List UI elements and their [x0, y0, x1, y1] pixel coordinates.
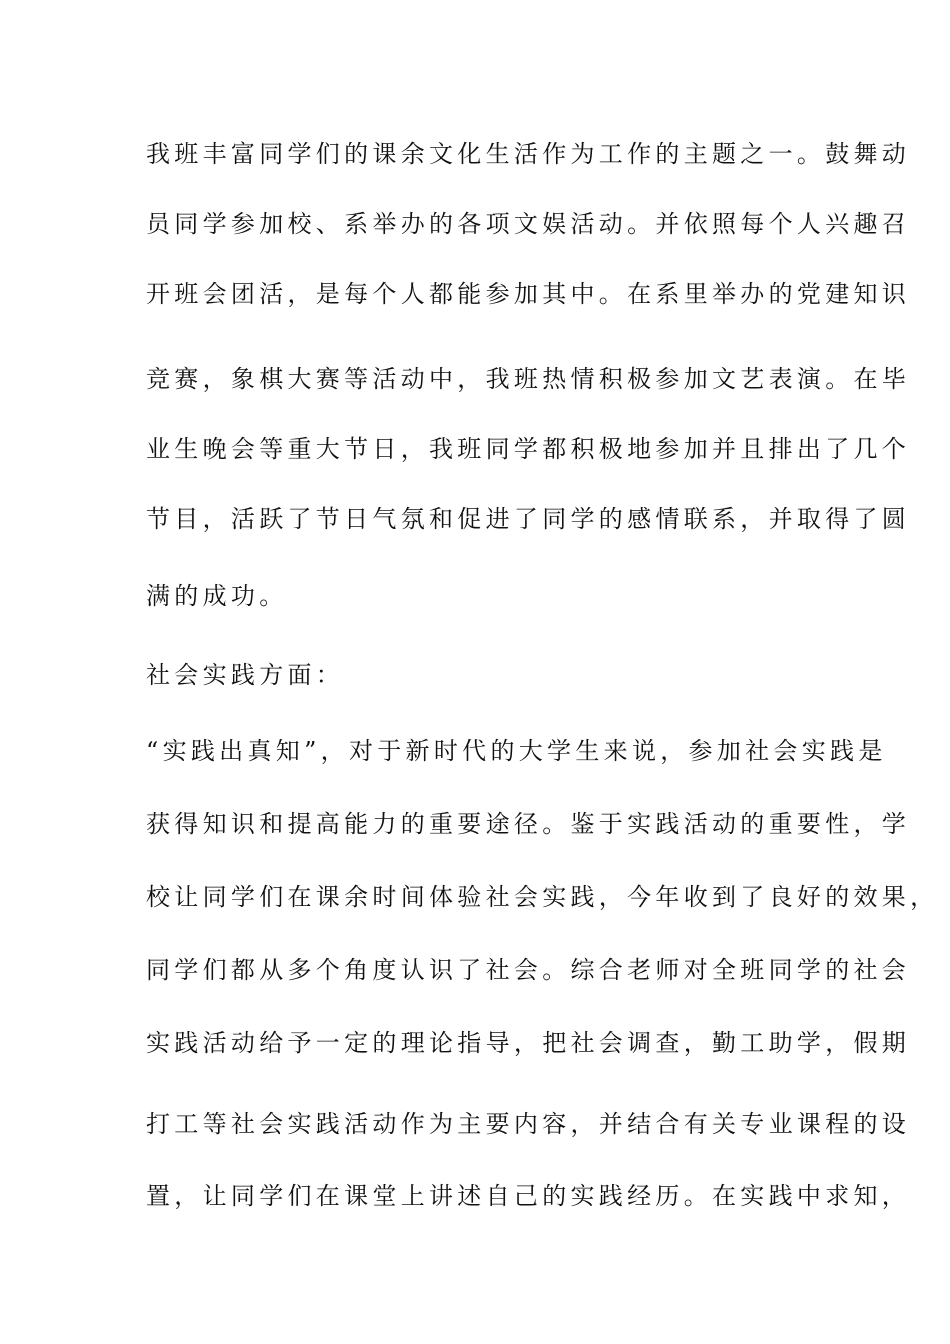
- section-heading: 社会实践方面：: [146, 661, 345, 689]
- text-line-5: 业生晚会等重大节日，我班同学都积极地参加并且排出了几个: [146, 435, 911, 463]
- text-line-14: 打工等社会实践活动作为主要内容，并结合有关专业课程的设: [146, 1110, 911, 1138]
- text-line-11: 校让同学们在课余时间体验社会实践，今年收到了良好的效果，: [146, 883, 939, 911]
- text-line-15: 置，让同学们在课堂上讲述自己的实践经历。在实践中求知，: [146, 1182, 911, 1210]
- text-line-3: 开班会团活，是每个人都能参加其中。在系里举办的党建知识: [146, 280, 911, 308]
- text-line-1: 我班丰富同学们的课余文化生活作为工作的主题之一。鼓舞动: [146, 140, 911, 168]
- text-line-12: 同学们都从多个角度认识了社会。综合老师对全班同学的社会: [146, 956, 911, 984]
- text-line-4: 竞赛，象棋大赛等活动中，我班热情积极参加文艺表演。在毕: [146, 365, 911, 393]
- text-line-2: 员同学参加校、系举办的各项文娱活动。并依照每个人兴趣召: [146, 210, 911, 238]
- text-line-9: “实践出真知”，对于新时代的大学生来说，参加社会实践是: [146, 737, 887, 765]
- text-line-10: 获得知识和提高能力的重要途径。鉴于实践活动的重要性，学: [146, 810, 911, 838]
- text-line-7: 满的成功。: [146, 582, 288, 610]
- text-line-6: 节目，活跃了节日气氛和促进了同学的感情联系，并取得了圆: [146, 505, 911, 533]
- text-line-13: 实践活动给予一定的理论指导，把社会调查，勤工助学，假期: [146, 1029, 911, 1057]
